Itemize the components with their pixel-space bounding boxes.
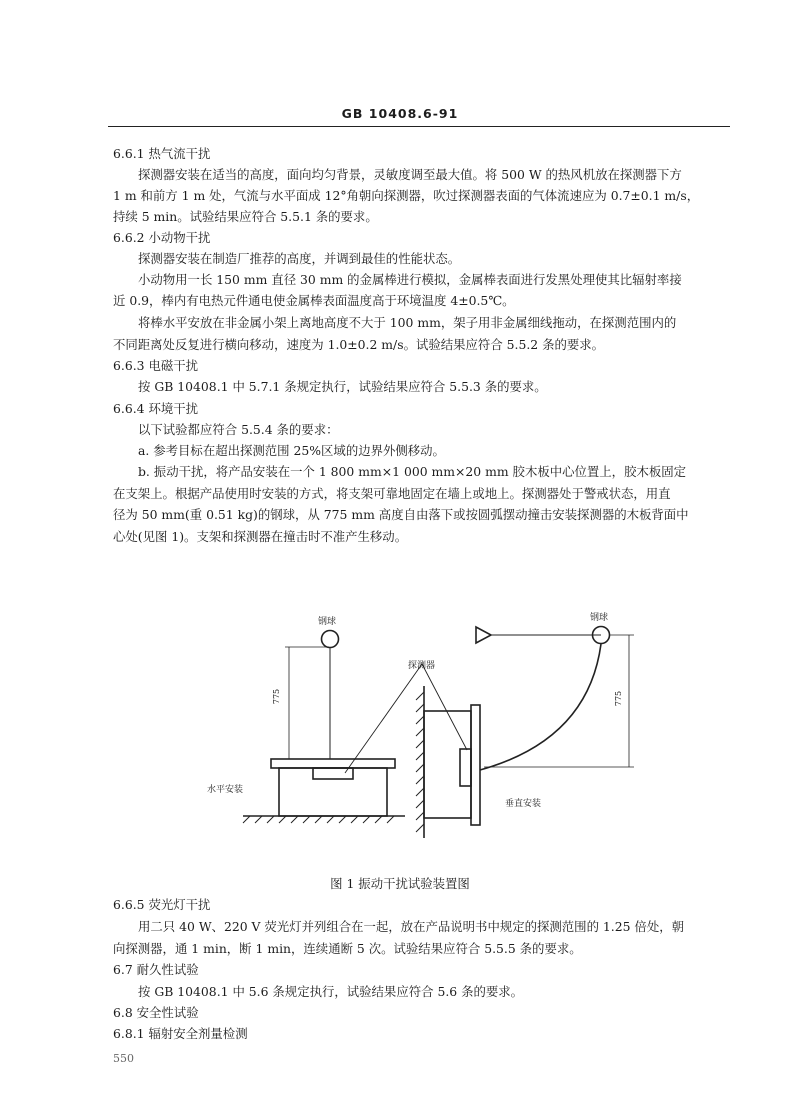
- section-6-7-title: 6.7 耐久性试验: [113, 962, 199, 977]
- paragraph: 持续 5 min。试验结果应符合 5.5.1 条的要求。: [113, 209, 378, 224]
- paragraph: 小动物用一长 150 mm 直径 30 mm 的金属棒进行模拟，金属棒表面进行发黑处理使其比辐射率接: [138, 272, 682, 287]
- section-6-6-3-title: 6.6.3 电磁干扰: [113, 358, 199, 373]
- pivot-mount-icon: [476, 627, 491, 643]
- label-vertical-install: 垂直安装: [505, 799, 542, 809]
- paragraph: 按 GB 10408.1 中 5.7.1 条规定执行，试验结果应符合 5.5.3 条的要求。: [138, 379, 547, 394]
- paragraph: 在支架上。根据产品使用时安装的方式，将支架可靠地固定在墙上或地上。探测器处于警戒状态，用直: [113, 486, 671, 501]
- detector-vertical: [460, 749, 471, 786]
- paragraph: 径为 50 mm(重 0.51 kg)的钢球，从 775 mm 高度自由落下或按圆弧摆动撞击安装探测器的木板背面中: [113, 507, 689, 522]
- section-6-6-2-title: 6.6.2 小动物干扰: [113, 230, 211, 245]
- steel-ball-left: [322, 631, 339, 648]
- dimension-label-left: 775: [272, 688, 282, 705]
- support-stand: [279, 768, 387, 816]
- paragraph: 近 0.9，棒内有电热元件通电使金属棒表面温度高于环境温度 4±0.5℃。: [113, 293, 515, 308]
- paragraph: 用二只 40 W、220 V 荧光灯并列组合在一起，放在产品说明书中规定的探测范围的 1.25 倍处，朝: [138, 919, 684, 934]
- paragraph: 探测器安装在适当的高度，面向均匀背景，灵敏度调至最大值。将 500 W 的热风机放在探测器下方: [138, 167, 682, 182]
- paragraph: 将棒水平安放在非金属小架上离地高度不大于 100 mm，架子用非金属细线拖动，在探测范围内的: [138, 315, 677, 330]
- section-6-8-1-title: 6.8.1 辐射安全剂量检测: [113, 1026, 248, 1041]
- leader-line-right: [422, 664, 467, 750]
- paragraph: 按 GB 10408.1 中 5.6 条规定执行，试验结果应符合 5.6 条的要求。: [138, 984, 524, 999]
- paragraph: 以下试验都应符合 5.5.4 条的要求：: [138, 422, 339, 437]
- figure-caption: 图 1 振动干扰试验装置图: [330, 876, 470, 891]
- label-steel-ball-right: 钢球: [590, 613, 609, 623]
- paragraph: 不同距离处反复进行横向移动，速度为 1.0±0.2 m/s。试验结果应符合 5.5.2 条的要求。: [113, 337, 605, 352]
- header-standard-code: GB 10408.6-91: [341, 106, 459, 121]
- ground-hatch-left: [243, 816, 394, 823]
- label-steel-ball-left: 钢球: [318, 617, 337, 627]
- wall-hatch: [416, 692, 424, 832]
- support-frame-vertical: [424, 711, 471, 818]
- board-vertical: [471, 705, 480, 825]
- section-6-6-1-title: 6.6.1 热气流干扰: [113, 146, 211, 161]
- leader-line-left: [345, 664, 422, 773]
- pendulum-arc: [480, 644, 601, 770]
- board-horizontal: [271, 759, 395, 768]
- section-6-8-title: 6.8 安全性试验: [113, 1005, 199, 1020]
- paragraph: 探测器安装在制造厂推荐的高度，并调到最佳的性能状态。: [138, 251, 461, 266]
- list-item-a: a. 参考目标在超出探测范围 25%区域的边界外侧移动。: [138, 443, 445, 458]
- list-item-b: b. 振动干扰，将产品安装在一个 1 800 mm×1 000 mm×20 mm 胶木板中心位置上，胶木板固定: [138, 464, 687, 479]
- paragraph: 心处(见图 1)。支架和探测器在撞击时不准产生移动。: [113, 529, 408, 544]
- section-6-6-5-title: 6.6.5 荧光灯干扰: [113, 897, 211, 912]
- paragraph: 向探测器，通 1 min，断 1 min，连续通断 5 次。试验结果应符合 5.5.5 条的要求。: [113, 941, 582, 956]
- section-6-6-4-title: 6.6.4 环境干扰: [113, 401, 199, 416]
- label-horizontal-install: 水平安装: [207, 785, 244, 795]
- page-number: 550: [113, 1052, 134, 1065]
- paragraph: 1 m 和前方 1 m 处，气流与水平面成 12°角朝向探测器，吹过探测器表面的气体流速应为 0.7±0.1 m/s，: [113, 188, 700, 203]
- label-detector: 探测器: [408, 661, 436, 671]
- dimension-label-right: 775: [614, 690, 624, 707]
